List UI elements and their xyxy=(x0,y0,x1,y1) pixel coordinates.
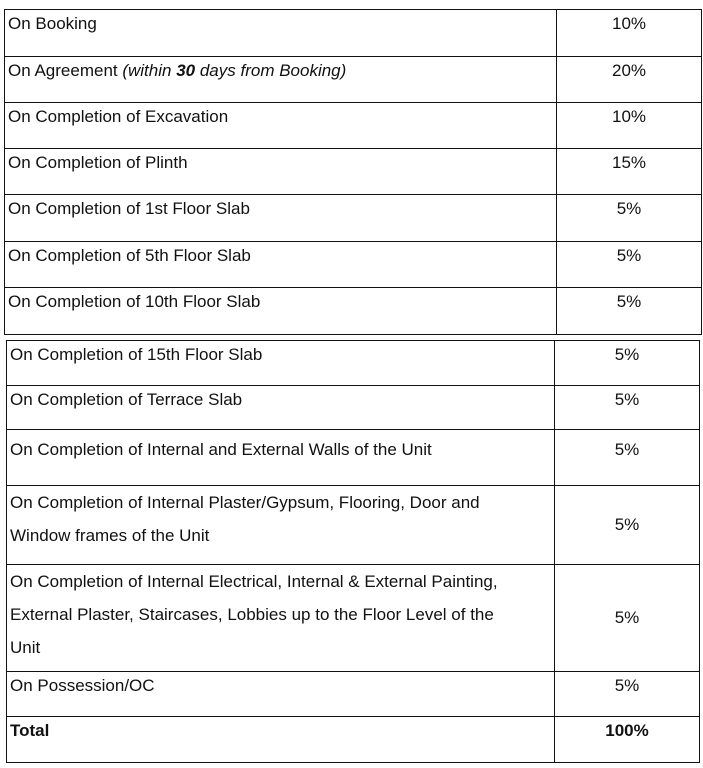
stage-percent: 5% xyxy=(555,430,700,486)
table-row xyxy=(5,149,702,195)
stage-label: On Completion of Terrace Slab xyxy=(7,386,555,430)
stage-label: On Completion of 10th Floor Slab xyxy=(5,288,557,335)
stage-label: On Completion of 1st Floor Slab xyxy=(5,195,557,242)
payment-schedule-table-part2 xyxy=(6,340,700,763)
stage-label-line: Unit xyxy=(10,638,41,657)
stage-label xyxy=(5,57,557,103)
total-label: Total xyxy=(7,717,555,763)
table-row xyxy=(5,288,702,335)
table-row xyxy=(7,486,700,565)
stage-percent: 5% xyxy=(555,565,700,672)
stage-label: On Possession/OC xyxy=(7,672,555,717)
table-row xyxy=(7,672,700,717)
stage-label: On Completion of 15th Floor Slab xyxy=(7,341,555,386)
table-row xyxy=(5,10,702,57)
stage-percent: 20% xyxy=(557,57,702,103)
table-row xyxy=(7,430,700,486)
stage-label-line: On Completion of Internal Plaster/Gypsum, Flooring, Door and xyxy=(10,493,480,512)
payment-schedule-table-part1 xyxy=(4,9,702,335)
stage-percent: 15% xyxy=(557,149,702,195)
table-row xyxy=(5,103,702,149)
stage-label-text: On Agreement xyxy=(8,61,123,80)
stage-label: On Completion of Internal and External Walls of the Unit xyxy=(7,430,555,486)
total-row xyxy=(7,717,700,763)
table-row xyxy=(7,565,700,672)
table-row xyxy=(7,341,700,386)
stage-note-days: 30 xyxy=(176,61,196,80)
stage-percent: 5% xyxy=(557,288,702,335)
stage-note-text xyxy=(122,61,346,80)
stage-label: On Completion of Plinth xyxy=(5,149,557,195)
stage-percent: 5% xyxy=(555,486,700,565)
stage-label: On Completion of 5th Floor Slab xyxy=(5,242,557,288)
table-row xyxy=(5,242,702,288)
stage-percent: 5% xyxy=(557,242,702,288)
total-percent: 100% xyxy=(555,717,700,763)
stage-label xyxy=(7,565,555,672)
stage-percent: 5% xyxy=(555,341,700,386)
stage-label-line: Window frames of the Unit xyxy=(10,526,210,545)
table-row xyxy=(7,386,700,430)
stage-percent: 10% xyxy=(557,10,702,57)
stage-label xyxy=(7,486,555,565)
stage-percent: 5% xyxy=(555,386,700,430)
table-row xyxy=(5,195,702,242)
table-row xyxy=(5,57,702,103)
stage-percent: 10% xyxy=(557,103,702,149)
stage-label-line: External Plaster, Staircases, Lobbies up to the Floor Level of the xyxy=(10,605,494,624)
stage-percent: 5% xyxy=(557,195,702,242)
stage-note-post: days from Booking) xyxy=(195,61,347,80)
stage-percent: 5% xyxy=(555,672,700,717)
stage-label: On Completion of Excavation xyxy=(5,103,557,149)
stage-label-line: On Completion of Internal Electrical, Internal & External Painting, xyxy=(10,572,498,591)
stage-note-pre: (within xyxy=(122,61,177,80)
stage-label: On Booking xyxy=(5,10,557,57)
